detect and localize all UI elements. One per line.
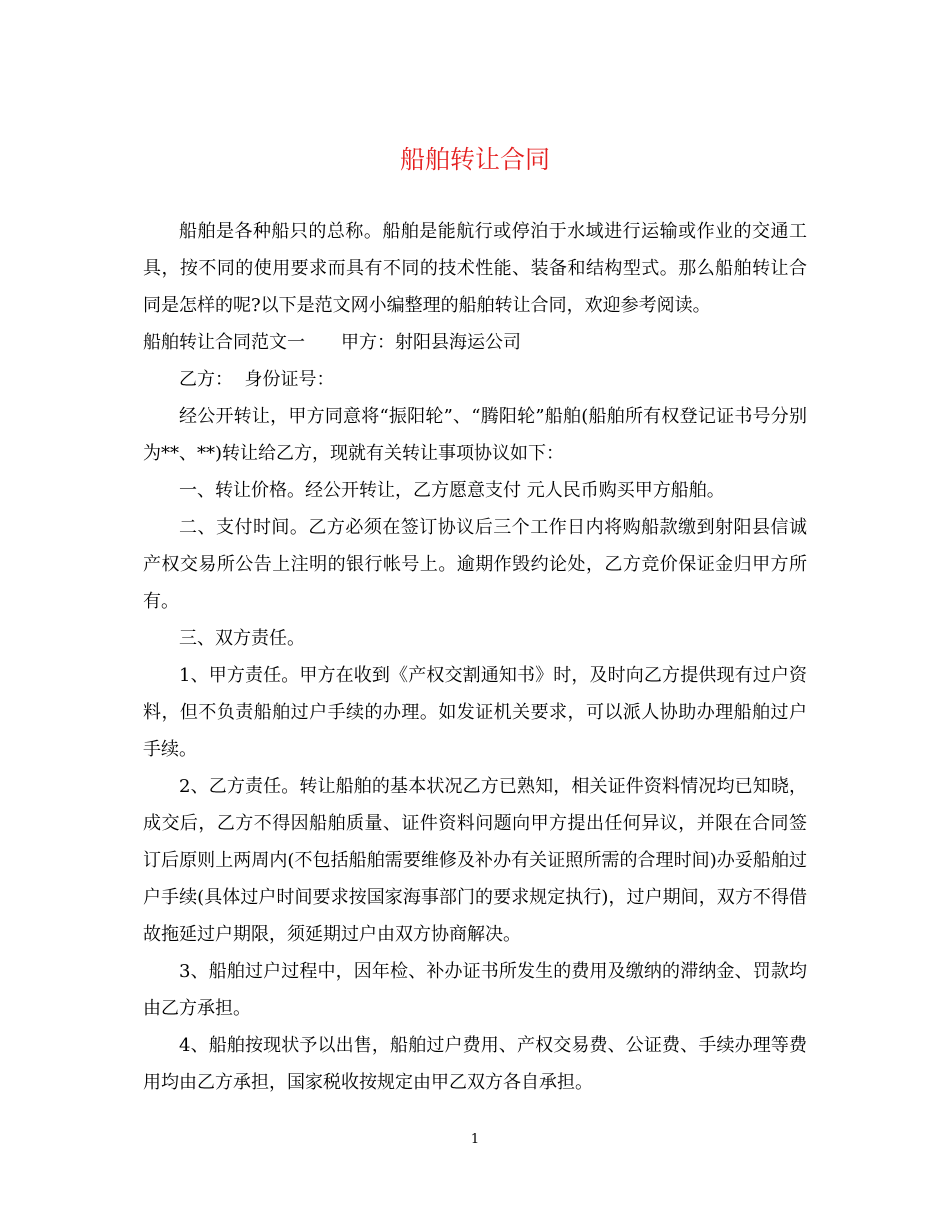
section-label: 船舶转让合同范文一 (143, 332, 305, 353)
document-body (143, 213, 807, 1101)
clause-party-b-duty: 2、乙方责任。转让船舶的基本状况乙方已熟知，相关证件资料情况均已知晓，成交后，乙方不得因船舶质量、证件资料问题向甲方提出任何异议，并限在合同签订后原则上两周内(不包括船舶需要维修及补办有关证照所需的合理时间)办妥船舶过户手续(具体过户时间要求按国家海事部门的要求规定执行)，过户期间，双方不得借故拖延过户期限，须延期过户由双方协商解决。 (143, 776, 807, 945)
clause-payment: 二、支付时间。乙方必须在签订协议后三个工作日内将购船款缴到射阳县信诚产权交易所公告上注明的银行帐号上。逾期作毁约论处，乙方竞价保证金归甲方所有。 (143, 517, 807, 612)
clause-party-a-duty: 1、甲方责任。甲方在收到《产权交割通知书》时，及时向乙方提供现有过户资料，但不负责船舶过户手续的办理。如发证机关要求，可以派人协助办理船舶过户手续。 (143, 665, 807, 760)
clause-responsibilities: 三、双方责任。 (179, 628, 305, 649)
party-a: 甲方：射阳县海运公司 (341, 332, 521, 353)
section-heading-line (143, 324, 807, 361)
clause-sale-condition: 4、船舶按现状予以出售，船舶过户费用、产权交易费、公证费、手续办理等费用均由乙方承担，国家税收按规定由甲乙双方各自承担。 (143, 1035, 807, 1093)
clause-price: 一、转让价格。经公开转让，乙方愿意支付 元人民币购买甲方船舶。 (179, 480, 725, 501)
clause-transfer-costs: 3、船舶过户过程中，因年检、补办证书所发生的费用及缴纳的滞纳金、罚款均由乙方承担。 (143, 961, 807, 1019)
intro-paragraph: 船舶是各种船只的总称。船舶是能航行或停泊于水域进行运输或作业的交通工具，按不同的使用要求而具有不同的技术性能、装备和结构型式。那么船舶转让合同是怎样的呢?以下是范文网小编整理的船舶转让合同，欢迎参考阅读。 (143, 221, 807, 316)
clause-preamble: 经公开转让，甲方同意将“振阳轮”、“腾阳轮”船舶(船舶所有权登记证书号分别为**、**)转让给乙方，现就有关转让事项协议如下： (143, 406, 807, 464)
party-b: 乙方： 身份证号： (179, 369, 335, 390)
page-number: 1 (470, 1132, 480, 1147)
document-title: 船舶转让合同 (399, 145, 550, 174)
